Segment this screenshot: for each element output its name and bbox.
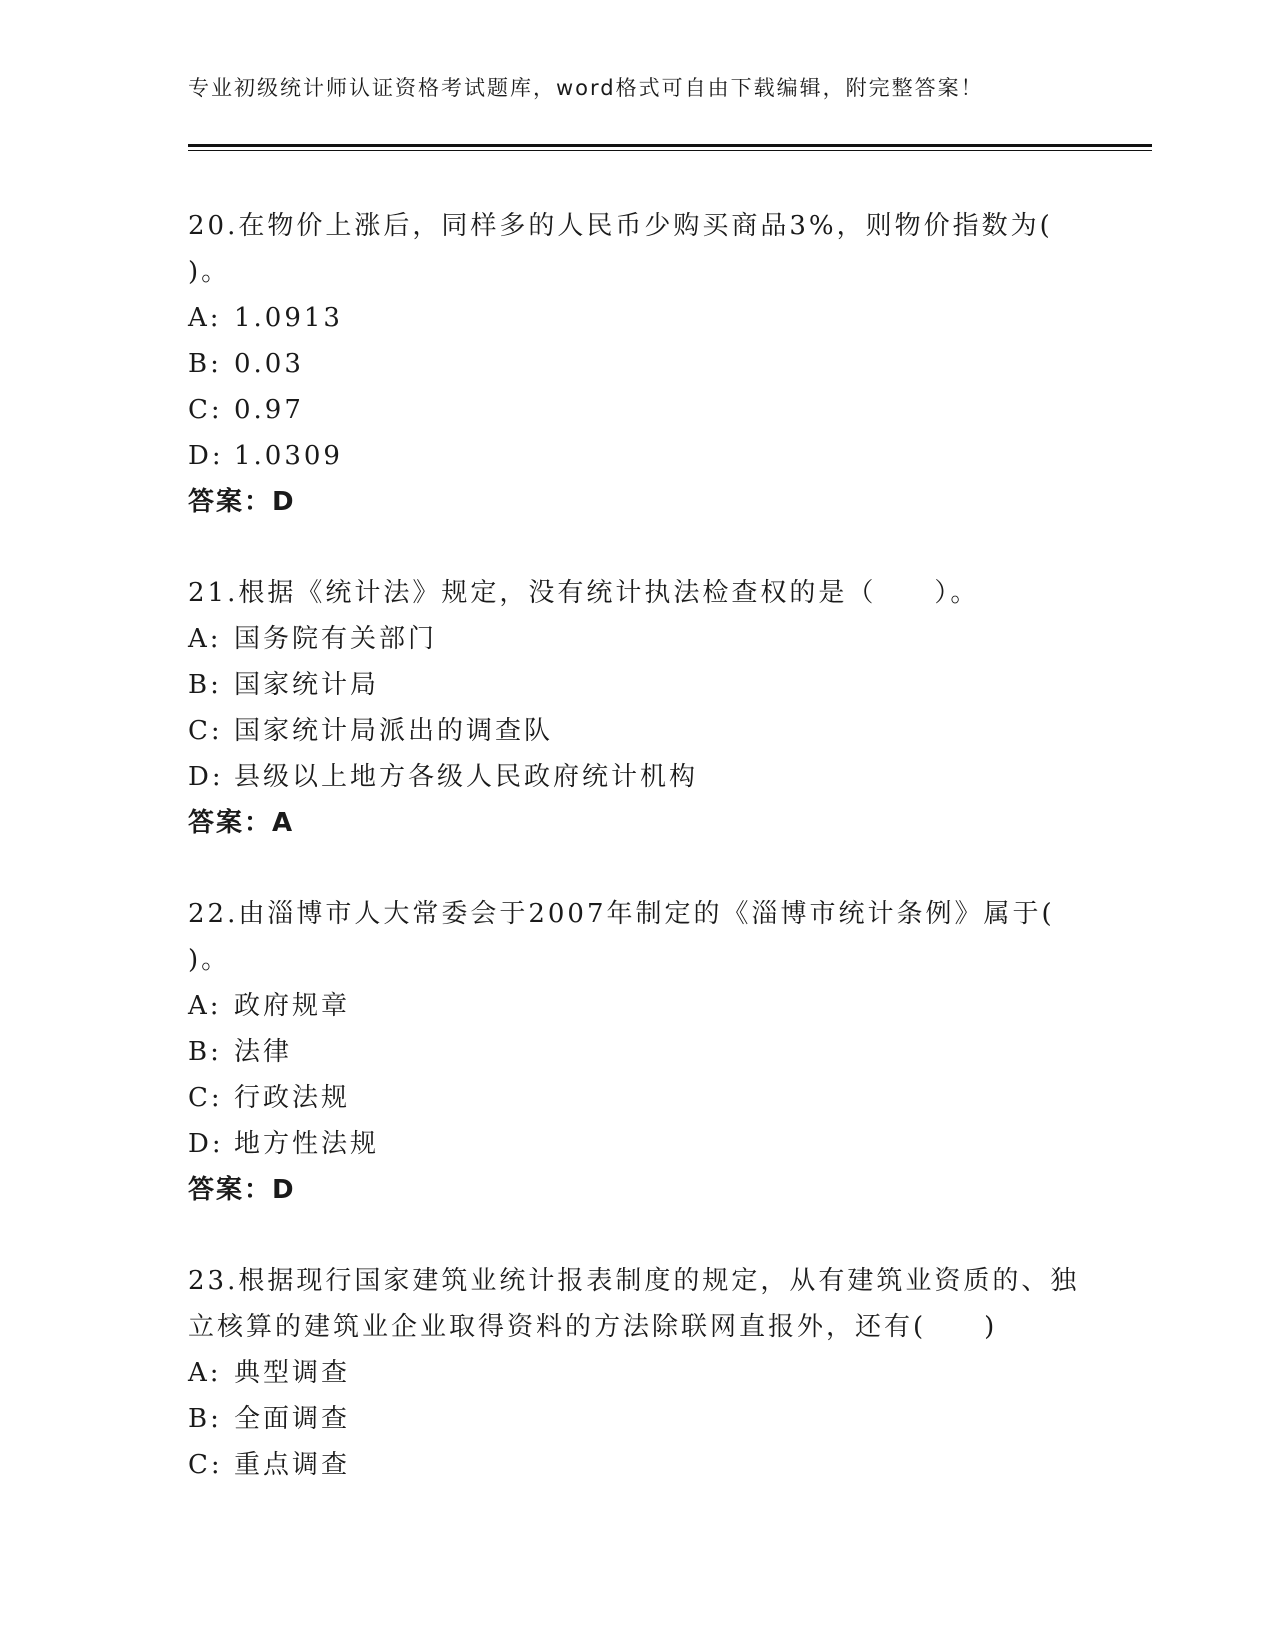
option-key: C: bbox=[188, 1083, 223, 1113]
question-23 bbox=[188, 1258, 1088, 1488]
option-b bbox=[188, 1029, 1088, 1075]
option-text: 国家统计局 bbox=[234, 670, 380, 700]
header-divider-thin bbox=[188, 150, 1152, 151]
option-c bbox=[188, 1442, 1088, 1488]
answer-line: 答案：A bbox=[188, 808, 295, 838]
option-text: 地方性法规 bbox=[234, 1129, 380, 1159]
page-header: 专业初级统计师认证资格考试题库，word格式可自由下载编辑，附完整答案！ bbox=[188, 76, 984, 100]
option-a bbox=[188, 295, 1088, 341]
option-c bbox=[188, 1075, 1088, 1121]
option-key: C: bbox=[188, 716, 223, 746]
question-20 bbox=[188, 203, 1088, 525]
option-text: 国务院有关部门 bbox=[234, 624, 438, 654]
option-d bbox=[188, 433, 1088, 479]
option-a bbox=[188, 983, 1088, 1029]
option-c bbox=[188, 387, 1088, 433]
option-text: 1.0913 bbox=[234, 303, 343, 333]
option-text: 县级以上地方各级人民政府统计机构 bbox=[234, 762, 699, 792]
option-text: 全面调查 bbox=[234, 1404, 351, 1434]
option-b bbox=[188, 341, 1088, 387]
question-stem: 20.在物价上涨后，同样多的人民币少购买商品3%，则物价指数为( )。 bbox=[188, 211, 1053, 287]
option-text: 1.0309 bbox=[234, 441, 343, 471]
option-key: A: bbox=[188, 1358, 222, 1388]
option-d bbox=[188, 754, 1088, 800]
option-c bbox=[188, 708, 1088, 754]
answer-line: 答案：D bbox=[188, 1175, 296, 1205]
option-text: 0.97 bbox=[234, 395, 304, 425]
question-21 bbox=[188, 570, 1088, 846]
question-stem: 23.根据现行国家建筑业统计报表制度的规定，从有建筑业资质的、独 立核算的建筑业企业取得资料的方法除联网直报外，还有( ) bbox=[188, 1266, 1080, 1342]
option-text: 政府规章 bbox=[234, 991, 351, 1021]
option-text: 重点调查 bbox=[234, 1450, 351, 1480]
option-key: B: bbox=[188, 1037, 222, 1067]
option-text: 0.03 bbox=[234, 349, 304, 379]
question-22 bbox=[188, 891, 1088, 1213]
option-d bbox=[188, 1121, 1088, 1167]
question-stem: 21.根据《统计法》规定，没有统计执法检查权的是（ ）。 bbox=[188, 578, 980, 608]
option-key: D: bbox=[188, 441, 224, 471]
option-text: 国家统计局派出的调查队 bbox=[234, 716, 554, 746]
question-stem: 22.由淄博市人大常委会于2007年制定的《淄博市统计条例》属于( )。 bbox=[188, 899, 1055, 975]
option-key: C: bbox=[188, 1450, 223, 1480]
option-key: B: bbox=[188, 1404, 222, 1434]
option-key: B: bbox=[188, 349, 222, 379]
option-key: D: bbox=[188, 762, 224, 792]
option-key: A: bbox=[188, 303, 222, 333]
option-key: A: bbox=[188, 991, 222, 1021]
option-key: B: bbox=[188, 670, 222, 700]
option-text: 法律 bbox=[234, 1037, 293, 1067]
header-divider bbox=[188, 144, 1152, 147]
option-key: A: bbox=[188, 624, 222, 654]
option-b bbox=[188, 1396, 1088, 1442]
option-a bbox=[188, 1350, 1088, 1396]
option-b bbox=[188, 662, 1088, 708]
question-list bbox=[188, 203, 1088, 1533]
option-a bbox=[188, 616, 1088, 662]
option-key: C: bbox=[188, 395, 223, 425]
option-text: 行政法规 bbox=[234, 1083, 351, 1113]
option-key: D: bbox=[188, 1129, 224, 1159]
answer-line: 答案：D bbox=[188, 487, 296, 517]
option-text: 典型调查 bbox=[234, 1358, 351, 1388]
